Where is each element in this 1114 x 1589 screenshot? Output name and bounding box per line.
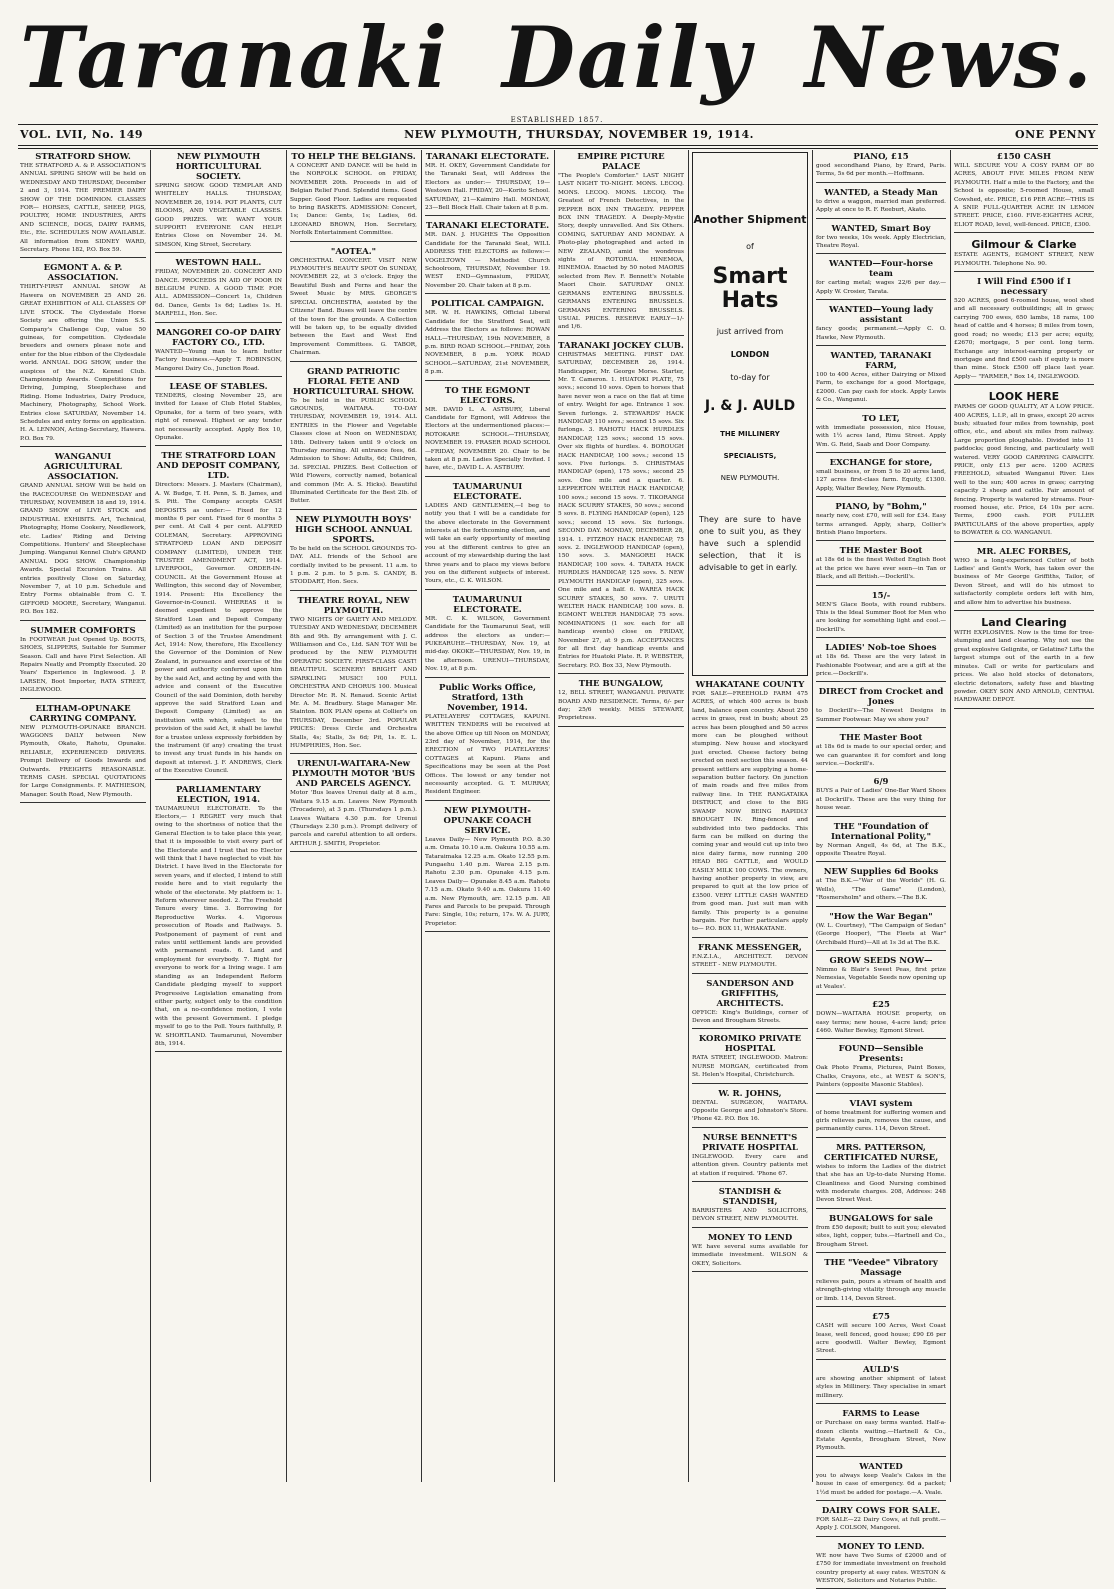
advertisement xyxy=(290,515,417,591)
advertisement-heading: ELTHAM-OPUNAKE CARRYING COMPANY. xyxy=(29,703,137,724)
advertisement-body: TAUMARUNUI ELECTORATE. To the Electors,— I REGRET very much that owing to the shortness of notice that the General Election is to take place this year, that it is impossible to visit every part of the Electorate and I trust that no Elector will think that I have neglected to visit his District. I have lived in the Electorate for seven years, and if elected, I intend to still reside here and to visit regularly the whole of the electorate. My platform is: 1. Reform wherever needed. 2. The Freehold Tenure every time. 3. Borrowing for Reproductive Works. 4. Vigorous prosecution of Roads and Railways. 5. Postponement of payment of rent and rates until settlement lands are provided with permanent roads. 6. Land and employment for everybody. 7. Right for everyone to work for a living wage. I am standing as an Independent Reform Candidate pledging myself to support Progressive Legislation emanating from either party, subject only to the condition that, on a no-confidence motion, I vote with the present Government. I pledge myself to go to the Poll. Yours faithfully, P. W. SHORTLAND. Taumarunui, November 8th, 1914. xyxy=(155,805,282,1047)
masthead-word-news: News. xyxy=(804,8,1094,107)
advertisement-body: CHRISTMAS MEETING. FIRST DAY. SATURDAY, DECEMBER 26, 1914. Handicapper, Mr. George Morse. Starter, Mr. T. Cameron. 1. HUATOKI PLATE, 75 sovs.; second 10 sovs. Open to horses that have never won a race on the flat at time of entry. Weight for age. Entrance 1 sov. Seven furlongs. 2. STEWARDS' HACK HANDICAP, 110 sovs.; second 15 sovs. Six furlongs. 3. RAHOTU HACK HURDLES HANDICAP, 125 sovs.; second 15 sovs. Over six flights of hurdles. 4. BOROUGH HACK HANDICAP, 100 sovs.; second 15 sovs. Five furlongs. 5. CHRISTMAS HANDICAP (open), 175 sovs.; second 25 sovs. One mile and a quarter. 6. LEPPERTON WELTER HACK HANDICAP, 100 sovs.; second 15 sovs. 7. TIKORANGI HACK SCURRY STAKES, 50 sovs.; second 5 sovs. 8. FLYING HANDICAP (open), 125 sovs.; second 15 sovs. Six furlongs. SECOND DAY. MONDAY, DECEMBER 28, 1914. 1. FITZROY HACK HANDICAP, 75 sovs. 2. INGLEWOOD HANDICAP (open), 150 sovs. 3. MANGOREI HACK HANDICAP, 100 sovs. 4. TARATA HACK HURDLES HANDICAP, 125 sovs. 5. NEW PLYMOUTH HANDICAP (open), 325 sovs. One mile and a half. 6. WAREA HACK SCURRY STAKES, 50 sovs. 7. URUTI WELTER HACK HANDICAP, 100 sovs. 8. EGMONT WELTER HANDICAP, 75 sovs. NOMINATIONS (1 sov. each for all handicap events) close on FRIDAY, November 27, at 9 p.m. ACCEPTANCES for all first day handicap events and Entries for Huatoki Plate. R. P. WEBSTER, Secretary. P.O. Box 33, New Plymouth. xyxy=(558,351,684,669)
masthead-rule-bottom xyxy=(18,145,1098,146)
box-ad-line: just arrived from xyxy=(716,327,784,336)
advertisement xyxy=(20,704,146,804)
place-and-date: NEW PLYMOUTH, THURSDAY, NOVEMBER 19, 1914. xyxy=(404,128,754,141)
advertisement-body: to Dockrill's—The Newest Designs in Summer Footwear. May we show you? xyxy=(816,708,946,723)
advertisement xyxy=(155,258,282,322)
advertisement-body: WANTED—Young man to learn butter Factory business.—Apply T. ROBINSON, Mangorei Dairy Co., Junction Road. xyxy=(155,348,282,372)
advertisement-heading: NURSE BENNETT'S PRIVATE HOSPITAL xyxy=(702,1132,798,1153)
advertisement-heading: FARMS to Lease xyxy=(842,1409,920,1420)
advertisement-body: PLATELAYERS' COTTAGES, KAPUNI. WRITTEN TENDERS will be received at the above Office up till Noon on MONDAY, 23rd day of November, 1914, for the ERECTION of TWO PLATELAYERS' COTTAGES at Kapuni. Plans and Specifications may be seen at the Post Offices. The lowest or any tender not necessarily accepted. G. T. MURRAY, Resident Engineer. xyxy=(425,713,550,796)
advertisement xyxy=(816,1506,946,1537)
advertisement-heading: KOROMIKO PRIVATE HOSPITAL xyxy=(698,1034,802,1055)
box-ad-line: THE MILLINERY xyxy=(720,430,780,438)
advertisement xyxy=(954,547,1094,611)
advertisement-body: MR. DAVID L. A. ASTBURY, Liberal Candidate for Egmont, will Address the Electors at the undermentioned places:— ROTOKARE SCHOOL—THURSDAY, NOVEMBER 19. FRASER ROAD SCHOOL—FRIDAY, NOVEMBER 20. Chair to be taken at 8 p.m. Ladies Specially Invited. I have, etc., DAVID L. A. ASTBURY. xyxy=(425,406,550,472)
column-7 xyxy=(816,152,946,1584)
column-rule xyxy=(950,150,951,1482)
advertisement-body: WILL SECURE YOU A COSY FARM OF 80 ACRES, ABOUT FIVE MILES FROM NEW PLYMOUTH. Half a mile to the Factory, and the School is opposite; 5-roomed House, small Cowshed, etc. PRICE, £16 PER ACRE—THIS IS A SNIP. FULL-QUARTER ACRE IN LEMON STREET. PRICE, £160. FIVE-EIGHTHS ACRE, ELIOT ROAD, level, well-fenced. PRICE, £300. xyxy=(954,163,1094,228)
smart-hats-advertisement xyxy=(692,152,808,676)
advertisement-heading: DIRECT from Crocket and Jones xyxy=(818,687,944,708)
advertisement-body: ORCHESTRAL CONCERT. VISIT NEW PLYMOUTH'S BEAUTY SPOT On SUNDAY, NOVEMBER 22, at 3 o'clock. Enjoy the Beautiful Bush and Ferns and hear the Sweet Music by MRS. GEORGE'S SPECIAL ORCHESTRA, assisted by the Citizens' Band. Buses will leave the centre of the town for the grounds. A Collection will be taken up, to be equally divided between the East and West End Improvement Committees. G. TABOR, Chairman. xyxy=(290,257,417,357)
advertisement-heading: TO THE EGMONT ELECTORS. xyxy=(444,385,531,406)
advertisement-heading: DAIRY COWS FOR SALE. xyxy=(821,1505,941,1516)
advertisement-body: To be held on the SCHOOL GROUNDS TO-DAY. ALL friends of the School are cordially invited to be present. 11 a.m. to 1 p.m. 2 p.m. to 5 p.m. S. CANDY, B. STODDART, Hon. Secs. xyxy=(290,545,417,586)
advertisement-heading: AULD'S xyxy=(862,1364,900,1375)
advertisement-body: FOR SALE—FREEHOLD FARM 475 ACRES, of which 400 acres is bush land, balance open country. About 250 acres in grass, rest in bush; about 25 acres has been ploughed and 50 acres more can be ploughed without stumping. New house and stockyard just erected. Cheese factory being erected on next section this season. 44 present settlers are supplying a home-separation butter factory. On junction of main roads and five miles from railway line. In THE RANGATAIKA DISTRICT, and close to the BIG SWAMP NOW BEING RAPIDLY BROUGHT IN. Ring-fenced and subdivided into two paddocks. This farm can be milked on during the coming year and would cut up into two nice dairy farms, now running 200 HEAD BIG CATTLE, and WOULD EASILY MILK 100 COWS. The owners, having another property in view, are prepared to quit at the low price of £3500. VERY LITTLE CASH WANTED from good man. Just suit man with family. This property is a genuine bargain. For further particulars apply to— P.O. BOX 11, WHAKATANE. xyxy=(692,691,808,933)
masthead-word-taranaki: Taranaki xyxy=(20,8,450,107)
advertisement xyxy=(816,1409,946,1457)
box-ad-headline: Smart Hats xyxy=(712,264,788,313)
advertisement-heading: MONEY TO LEND. xyxy=(837,1541,925,1552)
masthead-word-daily: Daily xyxy=(502,8,753,107)
advertisement-body: CASH will secure 100 Acres, West Coast lease, well fenced, good house; £90 £6 per acre goodwill. Walter Bewley, Egmont Street. xyxy=(816,1323,946,1355)
column-rule xyxy=(286,150,287,1482)
advertisement-body: TWO NIGHTS OF GAIETY AND MELODY. TUESDAY AND WEDNESDAY, DECEMBER 8th and 9th. By arrangement with J. C. Williamson and Co., Ltd. SAN TOY Will be produced by the NEW PLYMOUTH OPERATIC SOCIETY. FIRST-CLASS CAST! BEAUTIFUL SCENERY! BRIGHT AND SPARKLING MUSIC! 100 FULL ORCHESTRA AND CHORUS 100. Musical Director Mr. R. N. Renaud. Scenic Artist Mr. A. M. Bradbury. Stage Manager Mr. Stainton. BOX PLAN opens at Collier's on THURSDAY, December 3rd. POPULAR PRICES: Dress Circle and Orchestra Stalls, 4s; Stalls, 3s 6d; Pit, 1s. E. L. HUMPHRIES, Hon. Sec. xyxy=(290,616,417,749)
advertisement-heading: WANTED, a Steady Man xyxy=(824,187,938,198)
advertisement-heading: "How the War Began" xyxy=(829,911,933,922)
advertisement-heading: WANTED—Four-horse team xyxy=(829,259,933,280)
advertisement xyxy=(20,152,146,258)
advertisement-body: INGLEWOOD. Every care and attention given. Country patients met at station if required. 'Phone 67. xyxy=(692,1153,808,1177)
advertisement xyxy=(816,458,946,497)
advertisement xyxy=(692,979,808,1030)
advertisement-body: WHO is a long-experienced Cutter of both Ladies' and Gent's Work, has taken over the business of Mr George Griffiths, Tailor, of Devon Street, and will do his utmost to satisfactorily complete orders left with him, and allow him to advertise his business. xyxy=(954,557,1094,606)
advertisement-body: at 18s 6d. These are the very latest in Fashionable Footwear, and are a gift at the price.—Dockrill's. xyxy=(816,654,946,677)
advertisement-heading: NEW Supplies 6d Books xyxy=(823,867,939,878)
advertisement-body: ESTATE AGENTS, EGMONT STREET, NEW PLYMOUTH. Telephone No. 90. xyxy=(954,252,1094,267)
advertisement-heading: MRS. PATTERSON, CERTIFICATED NURSE, xyxy=(823,1142,939,1163)
advertisement xyxy=(692,1089,808,1128)
advertisement-body: Directors: Messrs. J. Masters (Chairman), A. W. Budge, T. H. Penn, S. B. James, and S. Pitt. The Company accepts CASH DEPOSITS as under:— Fixed for 12 months 6 per cent. Fixed for 6 months 5 per cent. At Call 4 per cent. ALFRED COLEMAN, Secretary. APPROVING STRATFORD LOAN AND DEPOSIT COMPANY (LIMITED), UNDER THE TRUSTEE AMENDMENT ACT, 1914. LIVERPOOL, Governor. ORDER-IN-COUNCIL. At the Government House at Wellington, this second day of November, 1914. Present: His Excellency the Governor-in-Council. WHEREAS it is deemed expedient to approve the Stratford Loan and Deposit Company (Limited) as an institution for the purpose of Section 3 of the Trustee Amendment Act, 1914: Now, therefore, His Excellency the Governor of the Dominion of New Zealand, in pursuance and exercise of the power and authority conferred upon him by the said Act, and acting by and with the advice and consent of the Executive Council of the said Dominion, doth hereby approve the said Stratford Loan and Deposit Company (Limited) as an institution with which, subject to the provision of the said Act, it shall be lawful for a trustee unless expressly forbidden by the instrument (if any) creating the trust to invest any trust funds in his hands on deposit at interest. J. F. ANDREWS, Clerk of the Executive Council. xyxy=(155,482,282,775)
advertisement-body: GRAND ANNUAL SHOW Will be held on the RACECOURSE On WEDNESDAY and THURSDAY, NOVEMBER 18 and 19, 1914. GRAND SHOW of LIVE STOCK and INDUSTRIAL EXHIBITS. Art, Technical, Photography, Home Cookery, Needlework, etc. Ladies' Riding and Driving Competitions. Hunters' and Steeplechase Jumping. Wanganui Kennel Club's GRAND ANNUAL DOG SHOW. Championship Awards. Special Excursion Trains. All entries positively Close on Saturday, November 7, at 10 p.m. Schedule and Entry Forms obtainable from C. T. GIFFORD MOORE, Secretary, Wanganui. P.O. Box 182. xyxy=(20,483,146,616)
advertisement-heading: SUMMER COMFORTS xyxy=(30,625,136,636)
advertisement xyxy=(816,224,946,255)
advertisement xyxy=(816,822,946,863)
advertisement-body: with immediate possession, nice House, with 1½ acres land, Rimu Street. Apply Wm. G. Reid, Saab and Door Company. xyxy=(816,424,946,448)
advertisement xyxy=(816,733,946,772)
advertisement-body: DENTAL SURGEON, WAITARA. Opposite George and Johnston's Store. 'Phone 42. P.O. Box 16. xyxy=(692,1099,808,1123)
advertisement-heading: WANTED xyxy=(859,1461,903,1472)
advertisement-heading: URENUI-WAITARA-New PLYMOUTH MOTOR 'BUS AND PARCELS AGENCY. xyxy=(291,759,416,790)
advertisement xyxy=(816,1462,946,1501)
advertisement-body: WE have several sums available for immediate investment. WILSON & OKEY, Solicitors. xyxy=(692,1243,808,1267)
advertisement xyxy=(558,679,684,727)
advertisement-heading: BUNGALOWS for sale xyxy=(829,1213,933,1224)
advertisement xyxy=(290,152,417,242)
advertisement-heading: NEW PLYMOUTH-OPUNAKE COACH SERVICE. xyxy=(443,805,532,836)
advertisement-body: are showing another shipment of latest styles in Millinery. They specialise in smart millinery. xyxy=(816,1375,946,1399)
advertisement-heading: FOUND—Sensible Presents: xyxy=(838,1044,924,1065)
advertisement-heading: NEW PLYMOUTH HORTICULTURAL SOCIETY. xyxy=(175,152,262,182)
advertisement xyxy=(816,956,946,995)
advertisement-heading: VIAVI system xyxy=(849,1098,913,1109)
advertisement-body: wishes to inform the Ladies of the district that she has an Up-to-date Nursing Home. Cleanliness and Good Nursing combined with moderate charges. 208, Address: 248 Devon Street West. xyxy=(816,1163,946,1204)
advertisement-body: at 18s 6d is made to our special order, and we can guarantee it for comfort and long service.—Dockrill's. xyxy=(816,744,946,768)
advertisement-body: 12, BELL STREET, WANGANUI. PRIVATE BOARD AND RESIDENCE. Terms, 6/- per day; 25/6 weekly. MISS STEWART, Proprietress. xyxy=(558,690,684,722)
advertisement-heading: TO HELP THE BELGIANS. xyxy=(291,152,416,162)
advertisement xyxy=(155,152,282,253)
advertisement-heading: THE BUNGALOW, xyxy=(578,679,664,690)
advertisement-heading: LADIES' Nob-toe Shoes xyxy=(825,643,937,654)
advertisement-body: or Purchase on easy terms wanted. Half-a-dozen clients waiting.—Hartnell & Co., Estate Agents, Brougham Street, New Plymouth. xyxy=(816,1420,946,1452)
advertisement xyxy=(425,683,550,801)
advertisement-body: MR. H. OKEY, Government Candidate for the Taranaki Seat, will Address the Electors as under:— THURSDAY, 19—Westown Hall. FRIDAY, 20—Korito School. SATURDAY, 21—Kaimiro Hall. MONDAY, 23—Bell Block Hall. Chair taken at 8 p.m. xyxy=(425,163,550,212)
advertisement-body: NEW PLYMOUTH-OPUNAKE BRANCH. WAGGONS DAILY between New Plymouth, Okato, Rahotu, Opunake. RELIABLE, EXPERIENCED DRIVERS. Prompt Delivery of Goods Inwards and Outwards. FREIGHTS REASONABLE. TERMS CASH. SPECIAL QUOTATIONS for Large Consignments. F. MATHIESON, Manager. South Road, New Plymouth. xyxy=(20,724,146,798)
advertisement xyxy=(692,1133,808,1182)
advertisement xyxy=(816,1143,946,1209)
advertisement-heading: THEATRE ROYAL, NEW PLYMOUTH. xyxy=(297,595,410,616)
advertisement-body: "The People's Comforter." LAST NIGHT LAST NIGHT TO-NIGHT. MONS. LECOQ. MONS. LECOQ. MONS. LECOQ. The Greatest of French Detectives, in the PEPPER BOX INN TRAGEDY. PEPPER BOX INN TRAGEDY. A Deeply-Mystic Story, deeply unravelled. And Six Others. COMING, SATURDAY AND MONDAY. A Photo-play photographed and acted in NEW ZEALAND, amid the wondrous sights of ROTORUA. HINEMOA, HINEMOA. Enacted by 50 noted MAORIS selected from Rev. F. Bennett's Notable Maori Choir. SATURDAY ONLY. GERMANS ENTERING BRUSSELS. GERMANS ENTERING BRUSSELS. GERMANS ENTERING BRUSSELS. USUAL PRICES. RESERVE EARLY—1/- and 1/6. xyxy=(558,173,684,331)
advertisement-body: WITH EXPLOSIVES. Now is the time for tree-stumping and land clearing. Why not use the great explosive Gelignite, or Gelatine? Lifts the largest stumps out of the earth in a few minutes. Call or write for particulars and prices. We also hold stocks of detonators, electric detonators, safety fuse and blasting powder. OKEY SON AND ARNOLD, CENTRAL HARDWARE DEPOT. xyxy=(954,630,1094,704)
box-ad-body: They are sure to have one to suit you, as they have such a splendid selection, that it is advisable to get in early. xyxy=(699,515,801,572)
advertisement-body: THE STRATFORD A. & P. ASSOCIATION'S ANNUAL SPRING SHOW will be held on WEDNESDAY AND THURSDAY, December 2 and 3, 1914. THE PREMIER DAIRY SHOW OF THE DOMINION. CLASSES FOR— HORSES, CATTLE, SHEEP, PIGS, POULTRY, HOME INDUSTRIES, ARTS AND SCIENCE, DOGS, DAIRY FARMS, Etc., Etc. SCHEDULES NOW AVAILABLE. All information from SIDNEY WARD, Secretary. Phone 182, P.O. Box 59. xyxy=(20,163,146,254)
advertisement-heading: Gilmour & Clarke xyxy=(971,238,1077,252)
advertisement-body: for carting metal; wages 22/6 per day.—Apply W. Crosier, Tarata. xyxy=(816,280,946,295)
box-ad-line: of xyxy=(746,242,754,251)
advertisement xyxy=(816,867,946,906)
advertisement-body: nearly new, cost £70, will sell for £34. Easy terms arranged. Apply, sharp, Collier's British Piano Importers. xyxy=(816,513,946,536)
advertisement-heading: POLITICAL CAMPAIGN. xyxy=(431,299,544,310)
advertisement xyxy=(816,1214,946,1253)
advertisement-body: OFFICE: King's Buildings, corner of Devon and Brougham Streets. xyxy=(692,1009,808,1024)
advertisement-heading: PARLIAMENTARY ELECTION, 1914. xyxy=(176,784,261,805)
advertisement-body: of home treatment for suffering women and girls relieves pain, removes the cause, and permanently cures. 114, Devon Street. xyxy=(816,1109,946,1133)
advertisement-body: (W. L. Courtney), "The Campaign of Sedan" (George Hooper), "The Fleets at War" (Archibald Hurd)—All at 1s 3d at The B.K. xyxy=(816,922,946,946)
advertisement xyxy=(425,595,550,678)
price: ONE PENNY xyxy=(1015,128,1096,141)
advertisement-body: MR. C. K. WILSON, Government Candidate for the Taumarunui Seat, will address the electors as under:— PUKEARUHE—THURSDAY, Nov. 19, at mid-day. OKOKE—THURSDAY, Nov. 19, in the afternoon. URENUI—THURSDAY, Nov. 19, at 8 p.m. xyxy=(425,615,550,673)
advertisement-body: Motor 'Bus leaves Urenui daily at 8 a.m., Waitara 9.15 a.m. Leaves New Plymouth (Trocadero), at 3 p.m. (Thursdays 1 p.m.). Leaves Waitara 4.30 p.m. for Urenui (Thursdays 2.30 p.m.). Prompt delivery of parcels and careful attention to all orders. ARTHUR J. SMITH, Proprietor. xyxy=(290,790,417,847)
advertisement-heading: WANGANUI AGRICULTURAL ASSOCIATION. xyxy=(44,452,122,483)
advertisement xyxy=(816,259,946,300)
masthead xyxy=(20,8,1094,108)
advertisement-heading: Land Clearing xyxy=(981,616,1067,630)
advertisement-body: SPRING SHOW. GOOD TEMPLAR AND WHITELEY HALLS. THURSDAY, NOVEMBER 26, 1914. POT PLANTS, CUT BLOOMS, AND VEGETABLE CLASSES. GOOD PRIZES. WE WANT YOUR SUPPORT! EVERYONE CAN HELP! Entries Close on November 24. M. SIMSON, King Street, Secretary. xyxy=(155,183,282,248)
advertisement xyxy=(816,305,946,346)
advertisement-heading: STRATFORD SHOW. xyxy=(35,152,131,162)
advertisement-heading: LOOK HERE xyxy=(988,390,1060,404)
advertisement xyxy=(692,1034,808,1083)
advertisement-body: TENDERS, closing November 25, are invited for Lease of Club Hotel Stables, Opunake, for a term of two years, with right of renewal. Highest or any tender not necessarily accepted. Apply Box 10, Opunake. xyxy=(155,392,282,441)
advertisement xyxy=(954,152,1094,233)
advertisement-heading: PIANO, £15 xyxy=(853,152,909,162)
advertisement-body: 520 ACRES, good 6-roomed house, wool shed and all necessary outbuildings; all in grass; carrying 700 ewes, 650 lambs, 18 rams, 100 head of cattle and 4 horses; 8 miles from town, good road; no weeds; £13 per acre; equity, £2670; mortgage, 5 per cent. long term. Exchange any interest-earning property or mortgage and find £500 cash if equity is more than mine. Stock £500 off place last year. Apply— "FARMER," Box 14, INGLEWOOD. xyxy=(954,298,1094,380)
advertisement-heading: MR. ALEC FORBES, xyxy=(976,546,1072,557)
column-6-lower xyxy=(692,680,808,1480)
advertisement xyxy=(425,482,550,590)
advertisement-heading: £25 xyxy=(872,1000,890,1011)
advertisement xyxy=(290,596,417,755)
column-rule xyxy=(554,150,555,1482)
advertisement-heading: THE "Foundation of International Polity," xyxy=(830,821,932,842)
column-rule xyxy=(812,150,813,1482)
advertisement-body: you to always keep Veale's Cakes in the house in case of emergency. 6d a packet; 1½d must be added for postage.—A. Veale. xyxy=(816,1472,946,1496)
advertisement-body: relieves pain, pours a stream of health and strength-giving vitality through any muscle or limb. 114, Devon Street. xyxy=(816,1279,946,1302)
advertisement xyxy=(816,1312,946,1360)
advertisement-heading: EXCHANGE for store, xyxy=(829,457,933,468)
advertisement-heading: PIANO, by "Bohm," xyxy=(835,502,927,513)
advertisement-body: at 18s 6d is the finest Welted English Boot at the price we have ever seen—in Tan or Black, and all British.—Dockrill's. xyxy=(816,557,946,581)
volume-number: VOL. LVII, No. 149 xyxy=(20,128,144,141)
advertisement-body: DOWN—WAITARA HOUSE property, on easy terms; new house, 4-acre land; price £460. Walter Bewley, Egmont Street. xyxy=(816,1011,946,1034)
box-ad-line: Another Shipment xyxy=(693,213,807,226)
advertisement xyxy=(155,451,282,779)
advertisement-heading: THE Master Boot xyxy=(839,733,923,744)
column-rule xyxy=(150,150,151,1482)
advertisement-heading: £75 xyxy=(872,1312,890,1323)
advertisement xyxy=(816,591,946,639)
advertisement xyxy=(954,238,1094,272)
advertisement xyxy=(155,785,282,1053)
advertisement-heading: MANGOREI CO-OP DAIRY FACTORY CO., LTD. xyxy=(156,327,281,348)
advertisement xyxy=(816,912,946,951)
box-ad-advertiser: J. & J. AULD xyxy=(704,398,796,414)
column-4 xyxy=(425,152,550,1480)
advertisement-body: MR. DAN. J. HUGHES The Opposition Candidate for the Taranaki Seat, WILL ADDRESS THE ELECTORS as follows:— VOGELTOWN — Methodist Church Schoolroom, THURSDAY, November 19. WEST END—Gymnasium, FRIDAY, November 20. Chair taken at 8 p.m. xyxy=(425,232,550,289)
advertisement xyxy=(20,626,146,699)
advertisement-heading: STANDISH & STANDISH, xyxy=(718,1187,782,1208)
advertisement-heading: EMPIRE PICTURE PALACE xyxy=(577,152,665,172)
dateline xyxy=(20,128,1096,142)
advertisement xyxy=(816,1542,946,1589)
advertisement xyxy=(816,777,946,816)
advertisement-heading: THE Master Boot xyxy=(839,546,923,557)
advertisement-heading: GROW SEEDS NOW— xyxy=(829,955,933,966)
masthead-rule-top xyxy=(18,124,1098,125)
advertisement-body: good secondhand Piano, by Erard, Paris. Terms, 5s 6d per month.—Hoffmann. xyxy=(816,163,946,178)
advertisement xyxy=(692,680,808,938)
advertisement-body: MEN'S Glace Boots, with round rubbers. This is the Ideal Summer Boot for Men who are looking for something light and cool.—Dockrill's. xyxy=(816,601,946,633)
advertisement xyxy=(692,1187,808,1228)
advertisement xyxy=(425,299,550,380)
advertisement xyxy=(816,152,946,183)
advertisement-body: F.N.Z.I.A., ARCHITECT. DEVON STREET - NEW PLYMOUTH. xyxy=(692,953,808,969)
column-8 xyxy=(954,152,1094,1480)
advertisement-body: Nimmo & Blair's Sweet Peas, first prize Nemesias, Vegetable Seeds now opening up at Veales'. xyxy=(816,966,946,990)
advertisement-heading: THE "Veedee" Vibratory Massage xyxy=(824,1258,938,1279)
advertisement xyxy=(816,1000,946,1039)
established-line: ESTABLISHED 1857. xyxy=(510,116,604,124)
advertisement-heading: WANTED, TARANAKI FARM, xyxy=(830,351,932,372)
advertisement-body: RATA STREET, INGLEWOOD. Matron: NURSE MORGAN, certificated from St. Helen's Hospital, Christchurch. xyxy=(692,1055,808,1079)
advertisement xyxy=(155,328,282,377)
advertisement-body: to drive a waggon, married man preferred. Apply at once to R. F. Reeburt, Akato. xyxy=(816,198,946,214)
advertisement-heading: TARANAKI JOCKEY CLUB. xyxy=(558,340,684,351)
advertisement xyxy=(425,386,550,477)
advertisement-heading: TAUMARUNUI ELECTORATE. xyxy=(452,481,523,502)
advertisement-body: BUYS a Pair of Ladies' One-Bar Ward Shoes at Dockrill's. These are the very thing for house wear. xyxy=(816,788,946,812)
advertisement xyxy=(425,221,550,294)
advertisement-body: MR. W. H. HAWKINS, Official Liberal Candidate for the Stratford Seat, will Address the Electors as follows: ROWAN HALL—THURSDAY, 19th NOVEMBER, 8 p.m. BIRD ROAD SCHOOL—FRIDAY, 20th NOVEMBER, 8 p.m. YORK ROAD SCHOOL—SATURDAY, 21st NOVEMBER, 8 p.m. xyxy=(425,310,550,376)
advertisement-heading: THE STRATFORD LOAN AND DEPOSIT COMPANY, LTD. xyxy=(156,451,281,482)
column-rule xyxy=(688,150,689,1482)
advertisement xyxy=(558,152,684,336)
advertisement xyxy=(290,367,417,510)
box-ad-line: LONDON xyxy=(730,350,770,359)
advertisement xyxy=(425,152,550,216)
advertisement xyxy=(954,390,1094,542)
advertisement xyxy=(425,806,550,932)
advertisement-body: fancy goods; permanent.—Apply C. O. Hawke, New Plymouth. xyxy=(816,326,946,341)
advertisement-heading: WHAKATANE COUNTY xyxy=(695,680,805,690)
advertisement-body: THIRTY-FIRST ANNUAL SHOW At Hawera on NOVEMBER 25 AND 26. GREAT EXHIBITION of ALL CLASSES OF LIVE STOCK. The Clydesdale Horse Society are offering the Union S.S. Company's Challenge Cup, value 50 guineas, for competition. Clydesdale breeders and owners please note and enter for the blue ribbon of the Clydesdale world. ANNUAL DOG SHOW, under the auspices of the N.Z. Kennel Club. Championship Awards. Competitions for Driving, Jumping, Steeplechase and Riding. Home Industries, Dairy Produce, Machinery, Photography, School Work. Entries close SATURDAY, November 14. Schedules and entry forms on application. H. A. LENNON, Acting-Secretary, Hawera. P.O. Box 79. xyxy=(20,284,146,442)
advertisement xyxy=(954,616,1094,709)
advertisement-heading: NEW PLYMOUTH BOYS' HIGH SCHOOL ANNUAL SPORTS. xyxy=(295,514,412,545)
advertisement xyxy=(20,452,146,621)
advertisement xyxy=(692,1233,808,1272)
advertisement-body: by Norman Angell, 4s 6d, at The B.K., opposite Theatre Royal. xyxy=(816,842,946,858)
advertisement-heading: TARANAKI ELECTORATE. xyxy=(425,221,550,232)
column-rule xyxy=(421,150,422,1482)
column-1 xyxy=(20,152,146,1480)
advertisement-body: FARMS OF GOOD QUALITY, AT A LOW PRICE. 400 ACRES, L.I.P., all in grass, except 20 acres bush; situated four miles from township, post office, etc., and about six miles from railway. Large proportion ploughable. Divided into 11 paddocks; good fencing, and particularly well watered. VERY GOOD CARRYING CAPACITY. PRICE, only £13 per acre. 1200 ACRES FREEHOLD, situated Wanganui River. Lies well to the sun; 400 acres in grass; carrying capacity 2 sheep and cattle. Fair amount of fencing. Property is watered by streams. Four-roomed house, etc. Price, £4 10s per acre. Terms, £900 cash. FOR FULLER PARTICULARS of the above properties, apply to BOWATER & CO. WANGANUI. xyxy=(954,404,1094,537)
advertisement-heading: I Will Find £500 if I necessary xyxy=(977,277,1071,298)
advertisement-body: WE now have Two Sums of £2000 and of £750 for immediate investment on freehold country property at easy rates. WESTON & WESTON, Solicitors and Notaries Public. xyxy=(816,1552,946,1584)
column-2 xyxy=(155,152,282,1480)
advertisement xyxy=(816,1365,946,1404)
advertisement xyxy=(290,759,417,852)
advertisement-body: To be held in the PUBLIC SCHOOL GROUNDS, WAITARA. TO-DAY THURSDAY, NOVEMBER 19, 1914. ALL ENTRIES in the Flower and Vegetable Classes close at Noon on WEDNESDAY, 18th. Delivery taken until 9 o'clock on Thursday morning. All entrance fees, 6d. Admission to Show: Adults, 6d; Children, 3d. SPECIAL PRIZES. Best Collection of Wild Flowers, correctly named, botanical and common (Mr. A. S. Hicks). Beautiful Illuminated Certificate for the Best 2lb. of Butter. xyxy=(290,397,417,505)
advertisement-body: Leaves Daily— New Plymouth P.O. 8.30 a.m. Omata 10.10 a.m. Oakura 10.55 a.m. Tataraimaka 12.25 a.m. Okato 12.55 p.m. Pungaehu 1.40 p.m. Warea 2.15 p.m. Rahotu 2.30 p.m. Opunake 4.15 p.m. Leaves Daily— Opunake 8.45 a.m. Rahotu 7.15 a.m. Okato 9.40 a.m. Oakura 11.40 a.m. New Plymouth, arr. 12.15 p.m. All Fares and Parcels to be prepaid. Through Fare: Single, 10s; return, 17s. W. A. JURY, Proprietor. xyxy=(425,836,550,927)
advertisement-heading: WESTOWN HALL. xyxy=(175,258,262,269)
advertisement xyxy=(816,1099,946,1138)
advertisement xyxy=(816,188,946,219)
advertisement-heading: 15/- xyxy=(871,590,891,601)
advertisement-heading: TAUMARUNUI ELECTORATE. xyxy=(452,594,523,615)
advertisement xyxy=(816,1044,946,1093)
advertisement-heading: LEASE OF STABLES. xyxy=(169,381,268,392)
advertisement-body: A CONCERT AND DANCE will be held in the NORFOLK SCHOOL on FRIDAY, NOVEMBER 20th. Proceeds in aid of Belgian Relief Fund. Splendid items. Good Supper. Good Floor. Ladies are requested to bring BASKETS. ADMISSION: Concert, 1s; Dance: Gents, 1s; Ladies, 6d. LEONARD BROWN, Hon. Secretary, Norfolk Entertainment Committee. xyxy=(290,163,417,237)
advertisement-body: FOR SALE—22 Dairy Cows, at full profit.—Apply J. COLSON, Mangorei. xyxy=(816,1516,946,1532)
box-ad-line: to-day for xyxy=(730,373,770,382)
advertisement xyxy=(816,643,946,682)
advertisement-heading: MONEY TO LEND xyxy=(707,1232,793,1243)
advertisement-heading: EGMONT A. & P. ASSOCIATION. xyxy=(43,263,123,284)
advertisement-heading: TO LET, xyxy=(862,413,900,424)
advertisement xyxy=(558,341,684,674)
advertisement xyxy=(290,247,417,362)
advertisement-body: 100 to 400 Acres, either Dairying or Mixed Farm, to exchange for a good Mortgage, £2000. Can pay cash for stock. Apply Lewis & Co., Wanganui. xyxy=(816,372,946,404)
advertisement xyxy=(816,546,946,585)
advertisement xyxy=(816,687,946,728)
advertisement xyxy=(816,351,946,409)
box-ad-line: NEW PLYMOUTH. xyxy=(720,474,780,482)
advertisement-body: Oak Photo Frams, Pictures, Paint Boxes, Chalks, Crayons, etc., at WEST & SON'S, Painters (opposite Masonic Stables). xyxy=(816,1065,946,1089)
advertisement-body: for two weeks, 10s week. Apply Electrician, Theatre Royal. xyxy=(816,234,946,250)
advertisement xyxy=(20,263,146,447)
advertisement-body: In FOOTWEAR Just Opened Up. BOOTS, SHOES, SLIPPERS, Suitable for Summer Season. Call and have First Selection. All Repairs Neatly and Promptly Executed. 20 Years' Experience in Inglewood. J. P. LARSEN, Boot Importer, RATA STREET, INGLEWOOD. xyxy=(20,636,146,694)
advertisement-heading: WANTED—Young lady assistant xyxy=(829,305,933,326)
advertisement-heading: W. R. JOHNS, xyxy=(718,1088,782,1099)
box-ad-line: SPECIALISTS, xyxy=(723,452,777,460)
advertisement-body: LADIES AND GENTLEMEN,—I beg to notify you that I will be a candidate for the above electorate in the Government interests at the forthcoming election, and will take an early opportunity of meeting you at the different centres to give an account of my stewardship during the last three years and to place my views before you on the different subjects of interest. Yours, etc., C. K. WILSON. xyxy=(425,502,550,585)
advertisement-heading: Public Works Office, Stratford, 13th November, 1914. xyxy=(439,682,536,713)
masthead-rule-double xyxy=(18,148,1098,149)
advertisement-heading: "AOTEA." xyxy=(330,246,377,257)
advertisement xyxy=(816,414,946,453)
advertisement-heading: SANDERSON AND GRIFFITHS, ARCHITECTS. xyxy=(706,978,794,1009)
advertisement-body: at The B.K.—"War of the Worlds" (H. G. Wells), "The Game" (London), "Rosmersholm" and others.—The B.K. xyxy=(816,878,946,902)
advertisement-heading: FRANK MESSENGER, xyxy=(698,942,802,953)
advertisement-heading: WANTED, Smart Boy xyxy=(831,223,931,234)
advertisement-heading: 6/9 xyxy=(873,777,889,788)
advertisement-heading: £150 CASH xyxy=(996,152,1052,162)
advertisement-body: from £50 deposit; built to suit you; elevated sites, light, copper, tubs.—Hartnell and Co., Brougham Street. xyxy=(816,1224,946,1248)
advertisement xyxy=(816,502,946,541)
advertisement xyxy=(692,943,808,974)
advertisement-heading: TARANAKI ELECTORATE. xyxy=(425,152,550,162)
advertisement xyxy=(816,1258,946,1307)
column-5 xyxy=(558,152,684,1480)
advertisement xyxy=(954,277,1094,385)
advertisement-body: small business, or from 5 to 20 acres land, 127 acres first-class farm. Equity, £1300. Apply, Walter Bewley, New Plymouth. xyxy=(816,468,946,492)
column-3 xyxy=(290,152,417,1480)
advertisement xyxy=(155,382,282,446)
advertisement-heading: GRAND PATRIOTIC FLORAL FETE AND HORTICULTURAL SHOW. xyxy=(292,366,415,397)
advertisement-body: FRIDAY, NOVEMBER 20. CONCERT AND DANCE. PROCEEDS IN AID OF POOR IN BELGIUM FUND. A GOOD TIME FOR ALL. ADMISSION—Concert 1s, Children 6d. Dance, Gents 1s 6d; Ladies 1s. H. MARFELL, Hon. Sec. xyxy=(155,269,282,318)
advertisement-body: BARRISTERS AND SOLICITORS, DEVON STREET, NEW PLYMOUTH. xyxy=(692,1208,808,1223)
